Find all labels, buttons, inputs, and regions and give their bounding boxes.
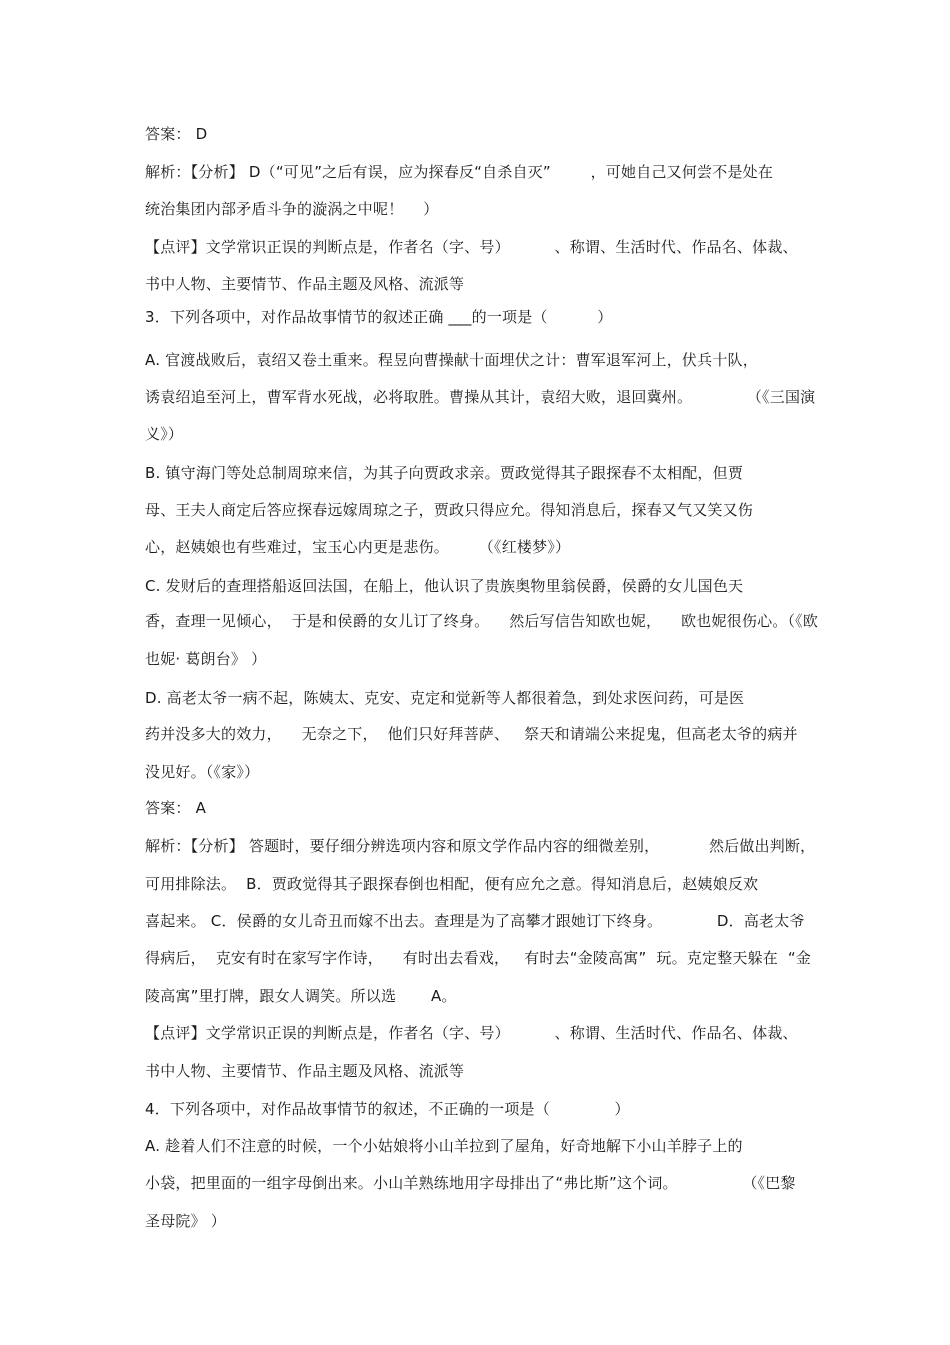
- comment-line: 【点评】文学常识正误的判断点是，作者名（字、号） 、称谓、生活时代、作品名、体裁、: [145, 1024, 798, 1042]
- comment-line: 书中人物、主要情节、作品主题及风格、流派等: [145, 275, 465, 293]
- option-c-line: 香，查理一见倾心， 于是和侯爵的女儿订了终身。 然后写信告知欧也妮， 欧也妮很伤心。（《欧: [145, 612, 819, 630]
- question-3: 3．下列各项中，对作品故事情节的叙述正确 ___的一项是（ ）: [145, 308, 613, 326]
- option-b-line: 心，赵姨娘也有些难过，宝玉心内更是悲伤。 （《红楼梦》）: [145, 538, 571, 556]
- analysis-line: 可用排除法。 B．贾政觉得其子跟探春倒也相配，便有应允之意。得知消息后，赵姨娘反欢: [145, 875, 759, 893]
- option-a-line: 小袋，把里面的一组字母倒出来。小山羊熟练地用字母排出了“弗比斯”这个词。 （《巴黎: [145, 1174, 796, 1192]
- option-a-line: A. 官渡战败后，袁绍又卷土重来。程昱向曹操献十面埋伏之计：曹军退军河上，伏兵十队，: [145, 351, 758, 369]
- analysis-line: 喜起来。 C．侯爵的女儿奇丑而嫁不出去。查理是为了高攀才跟她订下终身。 D．高老太爷: [145, 912, 805, 930]
- option-d-line: 药并没多大的效力， 无奈之下， 他们只好拜菩萨、 祭天和请端公来捉鬼，但高老太爷的病并: [145, 725, 798, 743]
- option-a-line: 义》）: [145, 425, 184, 443]
- analysis-line: 陵高寓”里打牌，跟女人调笑。所以选 A。: [145, 987, 457, 1005]
- option-d-line: D. 高老太爷一病不起，陈姨太、克安、克定和觉新等人都很着急，到处求医问药，可是医: [145, 689, 745, 707]
- question-4: 4．下列各项中，对作品故事情节的叙述，不正确的一项是（ ）: [145, 1100, 630, 1118]
- analysis-line: 得病后， 克安有时在家写字作诗， 有时出去看戏， 有时去“金陵高寓” 玩。克定整天躲在 “金: [145, 949, 812, 967]
- analysis-line: 解析：【分析】 D（“可见”之后有误，应为探春反“自杀自灭” ，可她自己又何尝不是处在: [145, 163, 774, 181]
- option-c-line: 也妮· 葛朗台》 ）: [145, 650, 267, 668]
- option-c-line: C. 发财后的查理搭船返回法国，在船上，他认识了贵族奥物里翁侯爵，侯爵的女儿国色天: [145, 577, 744, 595]
- option-d-line: 没见好。（《家》）: [145, 763, 260, 781]
- comment-line: 【点评】文学常识正误的判断点是，作者名（字、号） 、称谓、生活时代、作品名、体裁、: [145, 238, 798, 256]
- answer-line: 答案： A: [145, 799, 207, 817]
- comment-line: 书中人物、主要情节、作品主题及风格、流派等: [145, 1062, 465, 1080]
- analysis-line: 统治集团内部矛盾斗争的漩涡之中呢！ ）: [145, 200, 439, 218]
- option-a-line: 圣母院》 ）: [145, 1212, 226, 1230]
- option-b-line: B. 镇守海门等处总制周琼来信，为其子向贾政求亲。贾政觉得其子跟探春不太相配，但贾: [145, 464, 744, 482]
- option-b-line: 母、王夫人商定后答应探春远嫁周琼之子，贾政只得应允。得知消息后，探春又气又笑又伤: [145, 501, 754, 519]
- answer-line: 答案： D: [145, 125, 208, 143]
- option-a-line: A. 趁着人们不注意的时候，一个小姑娘将小山羊拉到了屋角，好奇地解下小山羊脖子上的: [145, 1137, 743, 1155]
- analysis-line: 解析：【分析】 答题时，要仔细分辨选项内容和原文学作品内容的细微差别， 然后做出判断，: [145, 837, 816, 855]
- option-a-line: 诱袁绍追至河上，曹军背水死战，必将取胜。曹操从其计，袁绍大败，退回冀州。 （《三国演: [145, 388, 816, 406]
